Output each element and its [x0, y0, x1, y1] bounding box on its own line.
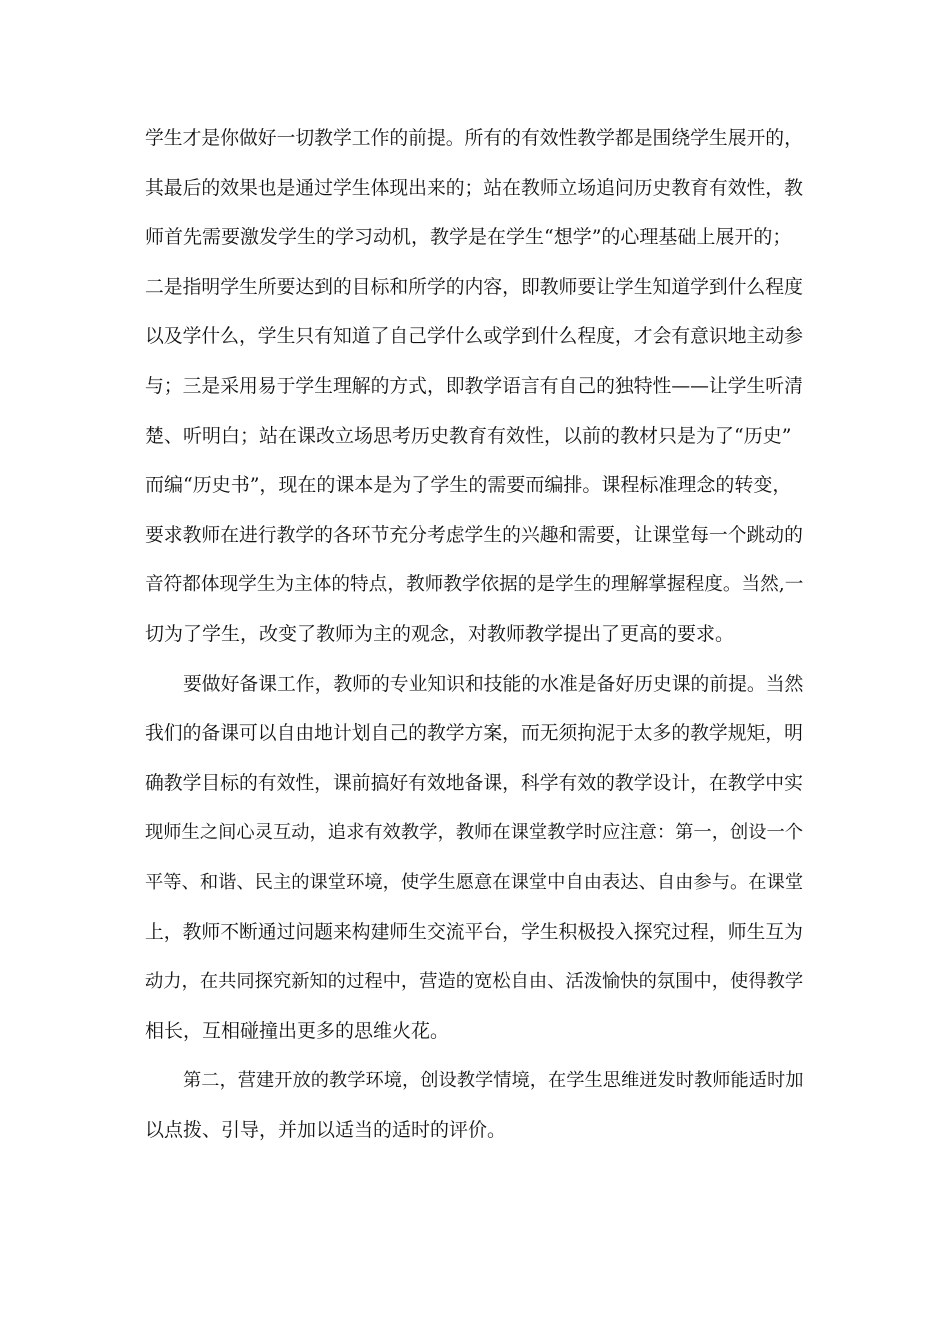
- paragraph-line: 上，教师不断通过问题来构建师生交流平台，学生积极投入探究过程，师生互为: [145, 921, 803, 943]
- paragraph-line: 而编“历史书”，现在的课本是为了学生的需要而编排。课程标准理念的转变，: [145, 474, 792, 497]
- paragraph-line: 以点拨、引导，并加以适当的适时的评价。: [145, 1118, 507, 1141]
- paragraph-line: 要求教师在进行教学的各环节充分考虑学生的兴趣和需要，让课堂每一个跳动的: [145, 524, 803, 546]
- paragraph-line: 与；三是采用易于学生理解的方式，即教学语言有自己的独特性——让学生听清: [145, 375, 803, 397]
- paragraph-line: 二是指明学生所要达到的目标和所学的内容，即教师要让学生知道学到什么程度: [145, 276, 803, 298]
- paragraph-line: 学生才是你做好一切教学工作的前提。所有的有效性教学都是围绕学生展开的，: [145, 128, 803, 149]
- paragraph-line: 以及学什么，学生只有知道了自己学什么或学到什么程度，才会有意识地主动参: [145, 326, 803, 348]
- paragraph-1: [145, 114, 807, 660]
- paragraph-line: 其最后的效果也是通过学生体现出来的；站在教师立场追问历史教育有效性，教: [145, 177, 803, 199]
- body-text: [145, 114, 807, 1155]
- paragraph-2: [145, 660, 807, 1057]
- paragraph-line: 现师生之间心灵互动，追求有效教学，教师在课堂教学时应注意：第一，创设一个: [145, 822, 804, 844]
- paragraph-line: 切为了学生，改变了教师为主的观念，对教师教学提出了更高的要求。: [145, 622, 735, 645]
- paragraph-line: 相长，互相碰撞出更多的思维火花。: [145, 1019, 450, 1042]
- paragraph-line: 动力，在共同探究新知的过程中，营造的宽松自由、活泼愉快的氛围中，使得教学: [145, 971, 804, 993]
- paragraph-line: 平等、和谐、民主的课堂环境，使学生愿意在课堂中自由表达、自由参与。在课堂: [145, 871, 804, 893]
- paragraph-line: 要做好备课工作，教师的专业知识和技能的水准是备好历史课的前提。当然: [183, 673, 804, 695]
- paragraph-line: 楚、听明白；站在课改立场思考历史教育有效性，以前的教材只是为了“历史”: [145, 424, 792, 447]
- paragraph-line: 师首先需要激发学生的学习动机，教学是在学生“想学”的心理基础上展开的；: [145, 226, 792, 249]
- paragraph-line: 我们的备课可以自由地计划自己的教学方案，而无须拘泥于太多的教学规矩，明: [145, 723, 803, 745]
- paragraph-line: 第二，营建开放的教学环境，创设教学情境，在学生思维迸发时教师能适时加: [183, 1070, 804, 1092]
- paragraph-3: [145, 1056, 807, 1155]
- paragraph-line: 确教学目标的有效性，课前搞好有效地备课，科学有效的教学设计，在教学中实: [145, 772, 803, 794]
- paragraph-line: 音符都体现学生为主体的特点，教师教学依据的是学生的理解掌握程度。当然,一: [145, 574, 804, 596]
